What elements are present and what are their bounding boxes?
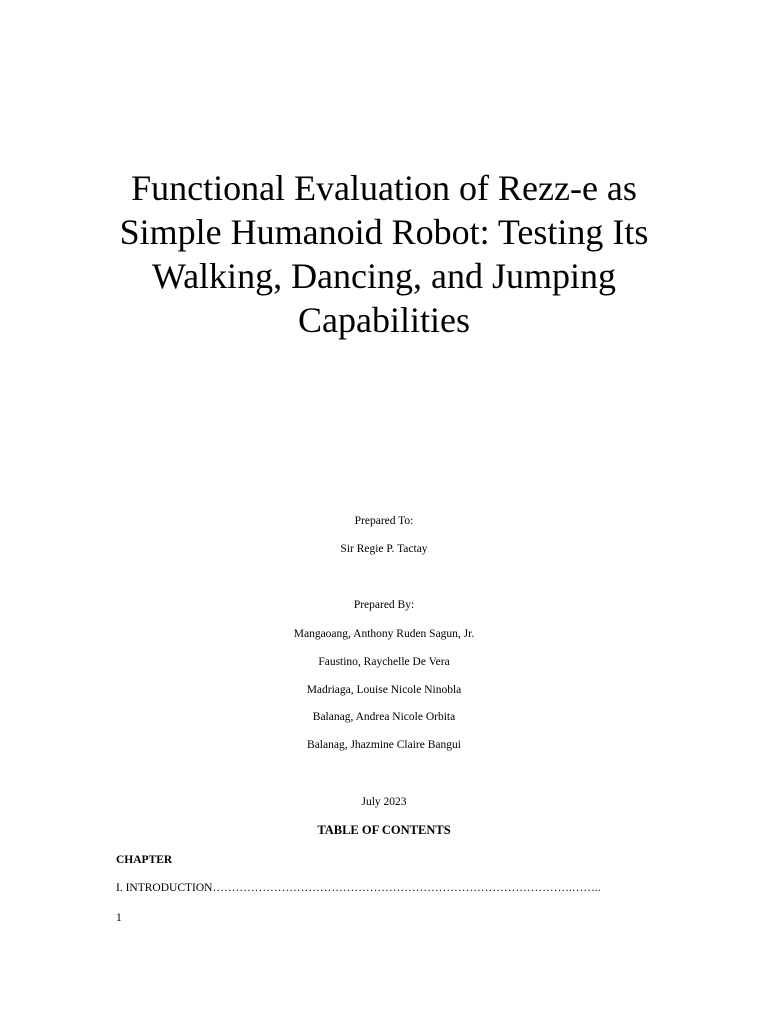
author-name: Faustino, Raychelle De Vera [318, 656, 450, 668]
toc-entry [116, 881, 601, 895]
prepared-by-label: Prepared By: [353, 599, 415, 611]
toc-entry-label: I. INTRODUCTION [116, 882, 213, 894]
author-name: Balanag, Andrea Nicole Orbita [312, 711, 456, 723]
author-name: Balanag, Jhazmine Claire Bangui [307, 739, 461, 751]
prepared-to-label: Prepared To: [354, 515, 414, 527]
document-date: July 2023 [361, 796, 407, 808]
toc-entry-page: 1 [116, 912, 122, 924]
toc-chapter-label: CHAPTER [116, 854, 173, 866]
title-line: Walking, Dancing, and Jumping [151, 256, 617, 296]
prepared-to-name: Sir Regie P. Tactay [340, 543, 428, 555]
toc-entry-leader: ………………………………………………………………………………….…….. [212, 882, 601, 894]
author-name: Mangaoang, Anthony Ruden Sagun, Jr. [293, 628, 475, 640]
title-line: Functional Evaluation of Rezz-e as [131, 168, 637, 208]
author-name: Madriaga, Louise Nicole Ninobla [306, 684, 462, 696]
title-line: Capabilities [298, 300, 470, 340]
title-line: Simple Humanoid Robot: Testing Its [119, 212, 649, 252]
document-title [84, 166, 684, 342]
toc-heading: TABLE OF CONTENTS [317, 823, 451, 837]
